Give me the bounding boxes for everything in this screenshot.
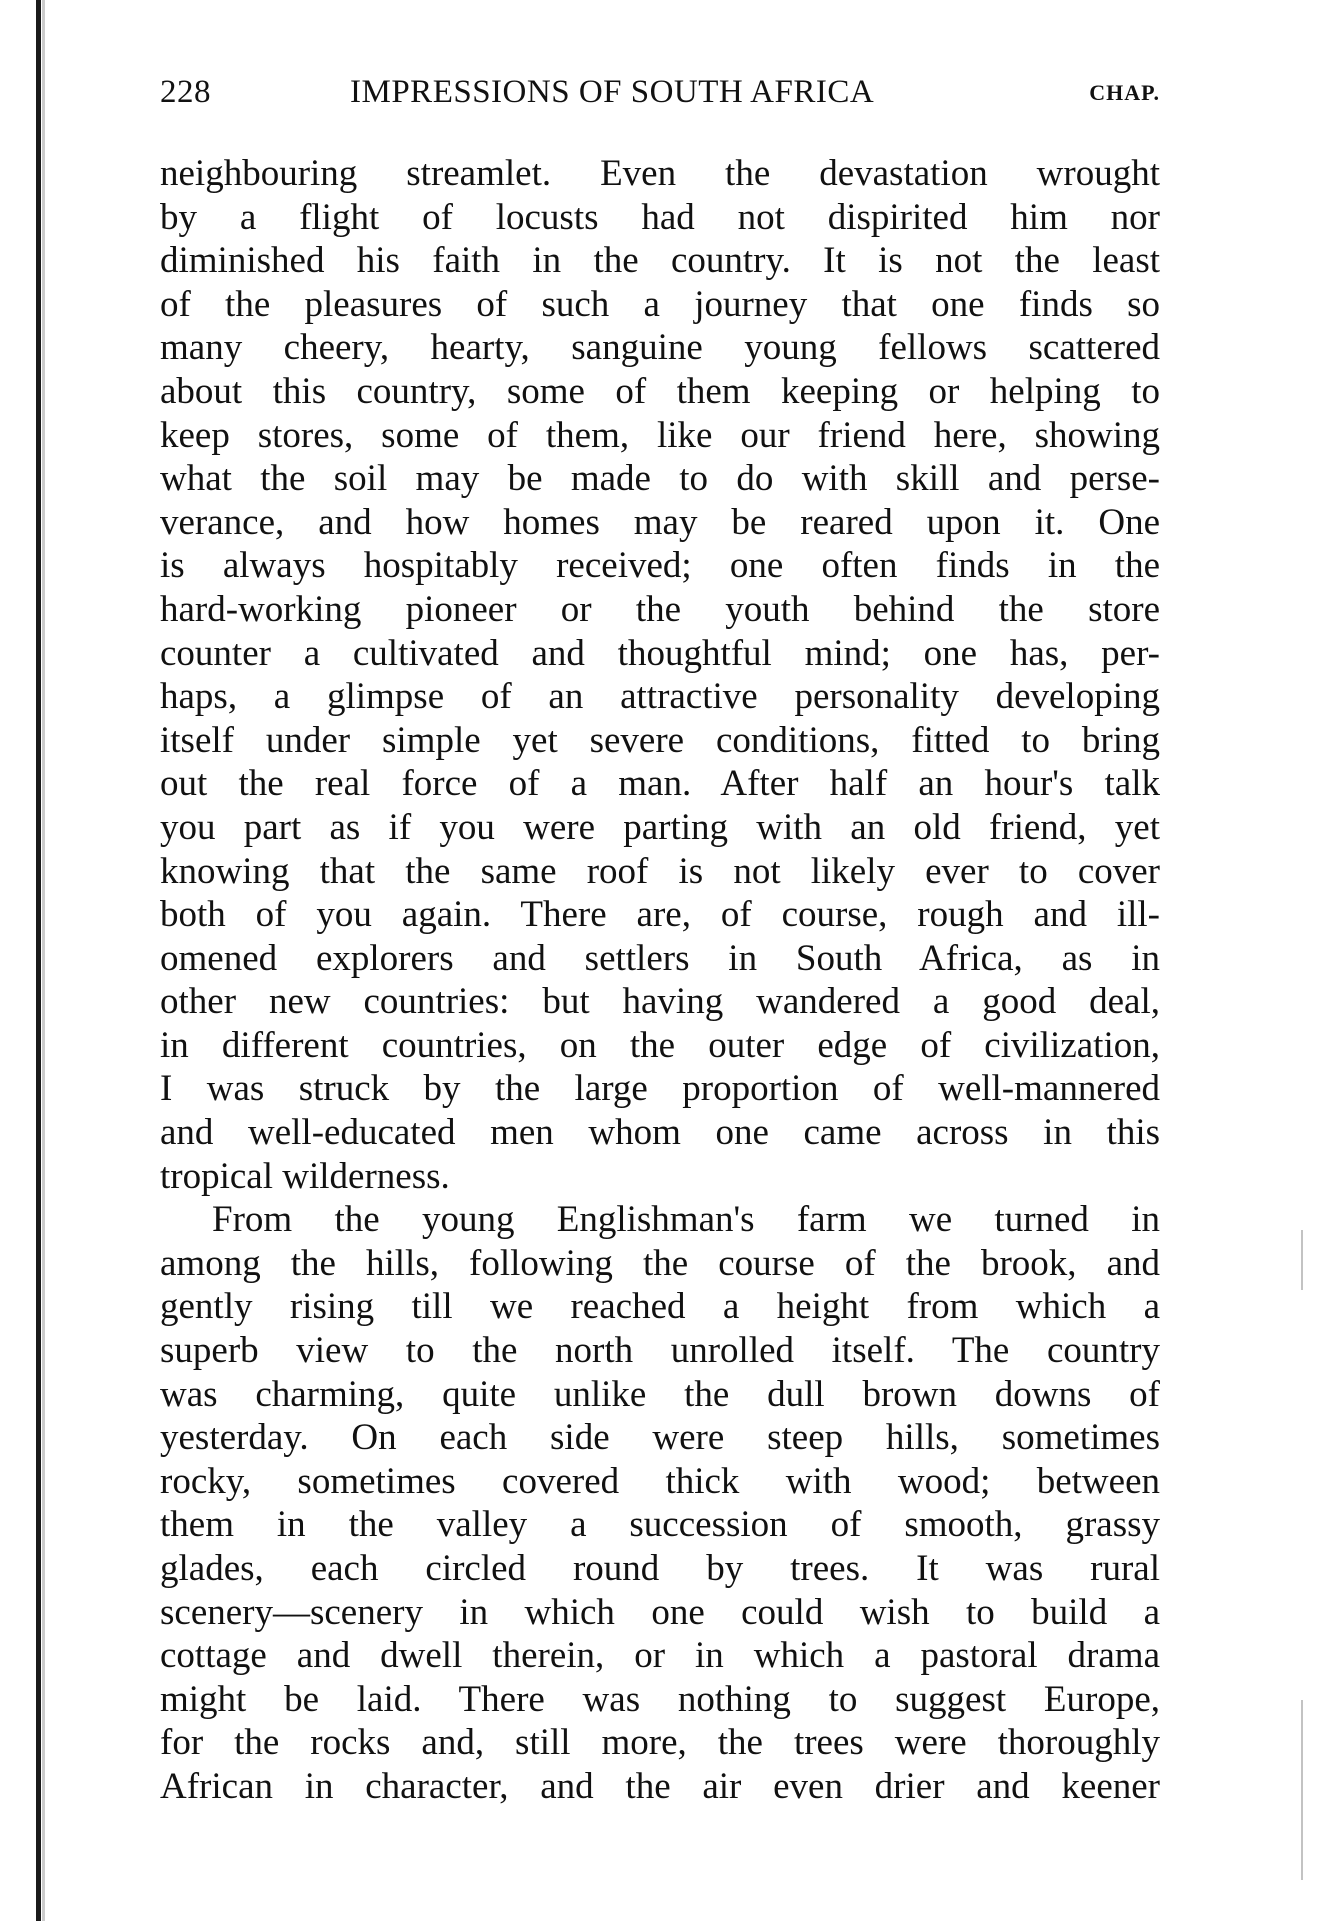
text-line: about this country, some of them keeping or helping to xyxy=(160,370,1160,412)
text-line: other new countries: but having wandered a good deal, xyxy=(160,981,1160,1023)
text-line: yesterday. On each side were steep hills, sometimes xyxy=(160,1417,1160,1459)
text-line: gently rising till we reached a height from which a xyxy=(160,1286,1160,1328)
scan-speck xyxy=(1301,1700,1303,1880)
chapter-label: CHAP. xyxy=(1089,80,1160,105)
text-line: scenery—scenery in which one could wish to build a xyxy=(160,1591,1160,1633)
text-line: I was struck by the large proportion of well-mannered xyxy=(160,1068,1160,1110)
text-line: might be laid. There was nothing to suggest Europe, xyxy=(160,1678,1160,1720)
text-line: superb view to the north unrolled itself. The country xyxy=(160,1330,1160,1372)
text-line: both of you again. There are, of course, rough and ill- xyxy=(160,894,1160,936)
text-line: knowing that the same roof is not likely ever to cover xyxy=(160,850,1160,892)
text-line: verance, and how homes may be reared upon it. One xyxy=(160,501,1160,543)
text-line: diminished his faith in the country. It is not the least xyxy=(160,240,1160,282)
text-line: haps, a glimpse of an attractive personality developing xyxy=(160,676,1160,718)
text-line: of the pleasures of such a journey that one finds so xyxy=(160,283,1160,325)
page-number: 228 xyxy=(160,74,211,110)
text-line: is always hospitably received; one often finds in the xyxy=(160,545,1160,587)
text-line: From the young Englishman's farm we turned in xyxy=(212,1199,1160,1241)
text-line: cottage and dwell therein, or in which a pastoral drama xyxy=(160,1635,1160,1677)
text-line: hard-working pioneer or the youth behind the store xyxy=(160,588,1160,630)
text-line: tropical wilderness. xyxy=(160,1155,450,1197)
running-head xyxy=(160,74,1160,114)
text-line: many cheery, hearty, sanguine young fellows scattered xyxy=(160,327,1160,369)
text-line: omened explorers and settlers in South Africa, as in xyxy=(160,937,1160,979)
text-line: what the soil may be made to do with skill and perse- xyxy=(160,458,1160,500)
running-title: IMPRESSIONS OF SOUTH AFRICA xyxy=(350,74,875,110)
text-line: in different countries, on the outer edge of civilization, xyxy=(160,1024,1160,1066)
text-line: neighbouring streamlet. Even the devastation wrought xyxy=(160,153,1160,194)
text-line: and well-educated men whom one came across in this xyxy=(160,1112,1160,1154)
text-line: African in character, and the air even drier and keener xyxy=(160,1765,1160,1807)
scan-speck xyxy=(1301,1230,1303,1290)
text-line: rocky, sometimes covered thick with wood; between xyxy=(160,1460,1160,1502)
page-binding-edge xyxy=(36,0,41,1921)
body-text xyxy=(160,152,1160,1809)
text-line: counter a cultivated and thoughtful mind; one has, per- xyxy=(160,632,1160,674)
paragraph xyxy=(160,152,1160,1198)
page-binding-shadow xyxy=(42,0,45,1921)
text-line: them in the valley a succession of smooth, grassy xyxy=(160,1504,1160,1546)
text-line: glades, each circled round by trees. It was rural xyxy=(160,1548,1160,1589)
text-line: for the rocks and, still more, the trees were thoroughly xyxy=(160,1722,1160,1764)
text-line: you part as if you were parting with an old friend, yet xyxy=(160,806,1160,848)
text-line: keep stores, some of them, like our friend here, showing xyxy=(160,414,1160,456)
text-line: among the hills, following the course of the brook, and xyxy=(160,1242,1160,1284)
paragraph xyxy=(160,1198,1160,1808)
text-line: out the real force of a man. After half an hour's talk xyxy=(160,763,1160,805)
text-line: by a flight of locusts had not dispirited him nor xyxy=(160,196,1160,238)
text-line: itself under simple yet severe conditions, fitted to bring xyxy=(160,719,1160,761)
text-line: was charming, quite unlike the dull brown downs of xyxy=(160,1373,1160,1415)
